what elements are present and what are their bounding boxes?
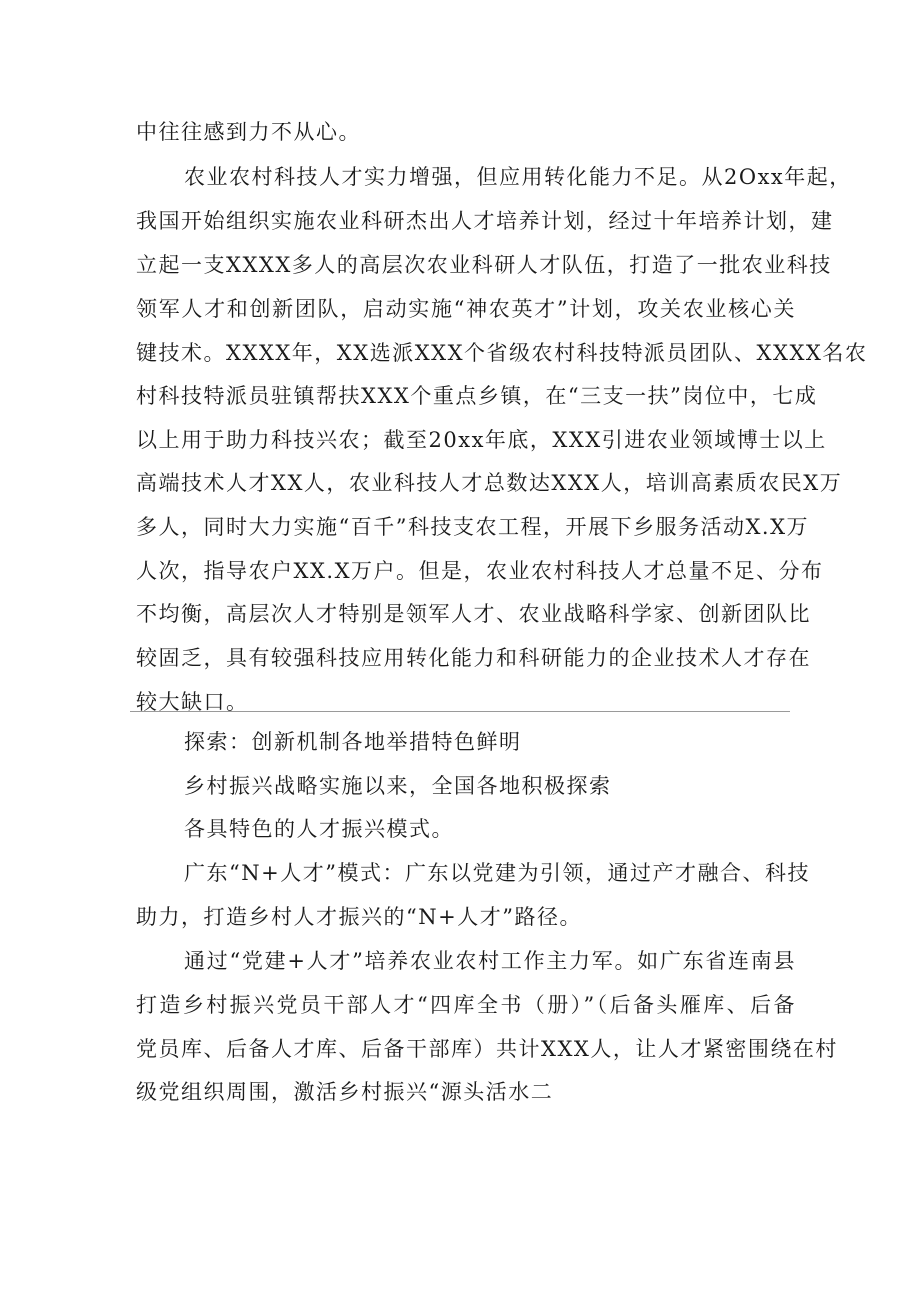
text-line: 乡村振兴战略实施以来，全国各地积极探索 xyxy=(184,774,612,798)
section-heading: 探索：创新机制各地举措特色鲜明 xyxy=(184,730,522,754)
text-line: 我国开始组织实施农业科研杰出人才培养计划，经过十年培养计划，建 xyxy=(136,209,834,233)
text-line: 广东“N+人才”模式：广东以党建为引领，通过产才融合、科技 xyxy=(184,861,810,885)
text-line: 较大缺口。 xyxy=(136,690,249,714)
text-line: 农业农村科技人才实力增强，但应用转化能力不足。从2Oxx年起， xyxy=(184,165,852,189)
section-divider xyxy=(130,711,790,712)
text-line: 以上用于助力科技兴农；截至20xx年底，XXX引进农业领域博士以上 xyxy=(136,428,827,452)
text-line: 助力，打造乡村人才振兴的“N+人才”路径。 xyxy=(136,905,582,929)
text-line: 键技术。XXXX年，XX选派XXX个省级农村科技特派员团队、XXXX名农 xyxy=(136,341,868,365)
text-line: 级党组织周围，激活乡村振兴“源头活水二 xyxy=(136,1080,554,1104)
text-line: 各具特色的人才振兴模式。 xyxy=(184,817,454,841)
text-line: 高端技术人才XX人，农业科技人才总数达XXX人，培训高素质农民X万 xyxy=(136,471,843,495)
text-line: 通过“党建+人才”培养农业农村工作主力军。如广东省连南县 xyxy=(184,949,796,973)
text-line: 不均衡，高层次人才特别是领军人才、农业战略科学家、创新团队比 xyxy=(136,602,811,626)
text-line: 村科技特派员驻镇帮扶XXX个重点乡镇，在“三支一扶”岗位中，七成 xyxy=(136,384,818,408)
text-line: 多人，同时大力实施“百千”科技支农工程，开展下乡服务活动X.X万 xyxy=(136,515,810,539)
text-line: 党员库、后备人才库、后备干部库）共计XXX人，让人才紧密围绕在村 xyxy=(136,1037,838,1061)
text-line: 较固乏，具有较强科技应用转化能力和科研能力的企业技术人才存在 xyxy=(136,646,811,670)
text-line: 打造乡村振兴党员干部人才“四库全书（册）”（后备头雁库、后备 xyxy=(136,993,796,1017)
text-line: 中往往感到力不从心。 xyxy=(136,120,361,144)
text-line: 领军人才和创新团队，启动实施“神农英才”计划，攻关农业核心关 xyxy=(136,297,796,321)
text-line: 立起一支XXXX多人的高层次农业科研人才队伍，打造了一批农业科技 xyxy=(136,253,832,277)
text-line: 人次，指导农户XX.X万户。但是，农业农村科技人才总量不足、分布 xyxy=(136,559,824,583)
